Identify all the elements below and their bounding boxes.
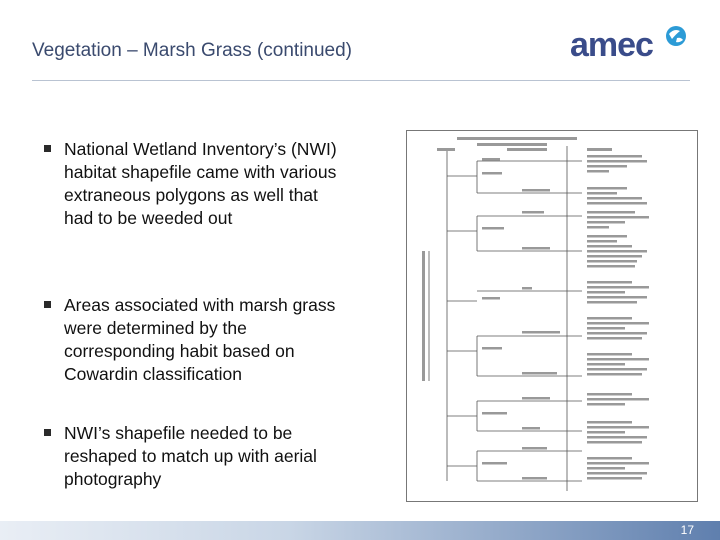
- bullet-text: National Wetland Inventory’s (NWI) habitat shapefile came with various extraneous polygons as well that had to be weeded out: [64, 139, 337, 228]
- globe-icon: [664, 24, 688, 48]
- bullet-item: [44, 294, 344, 386]
- square-bullet-icon: [44, 301, 51, 308]
- footer-bar: [0, 521, 720, 540]
- square-bullet-icon: [44, 429, 51, 436]
- bullet-text: Areas associated with marsh grass were determined by the corresponding habit based on Cowardin classification: [64, 295, 336, 384]
- square-bullet-icon: [44, 145, 51, 152]
- amec-logo: [570, 22, 690, 72]
- logo-text: amec: [570, 26, 653, 64]
- classification-tree-image: [407, 131, 697, 501]
- bullet-text: NWI’s shapefile needed to be reshaped to match up with aerial photography: [64, 423, 317, 489]
- page-number: 17: [680, 523, 694, 537]
- bullet-item: [44, 422, 344, 491]
- title-divider: [32, 80, 690, 81]
- cowardin-classification-diagram: [406, 130, 698, 502]
- slide-title: Vegetation – Marsh Grass (continued): [32, 40, 353, 61]
- bullet-item: [44, 138, 344, 230]
